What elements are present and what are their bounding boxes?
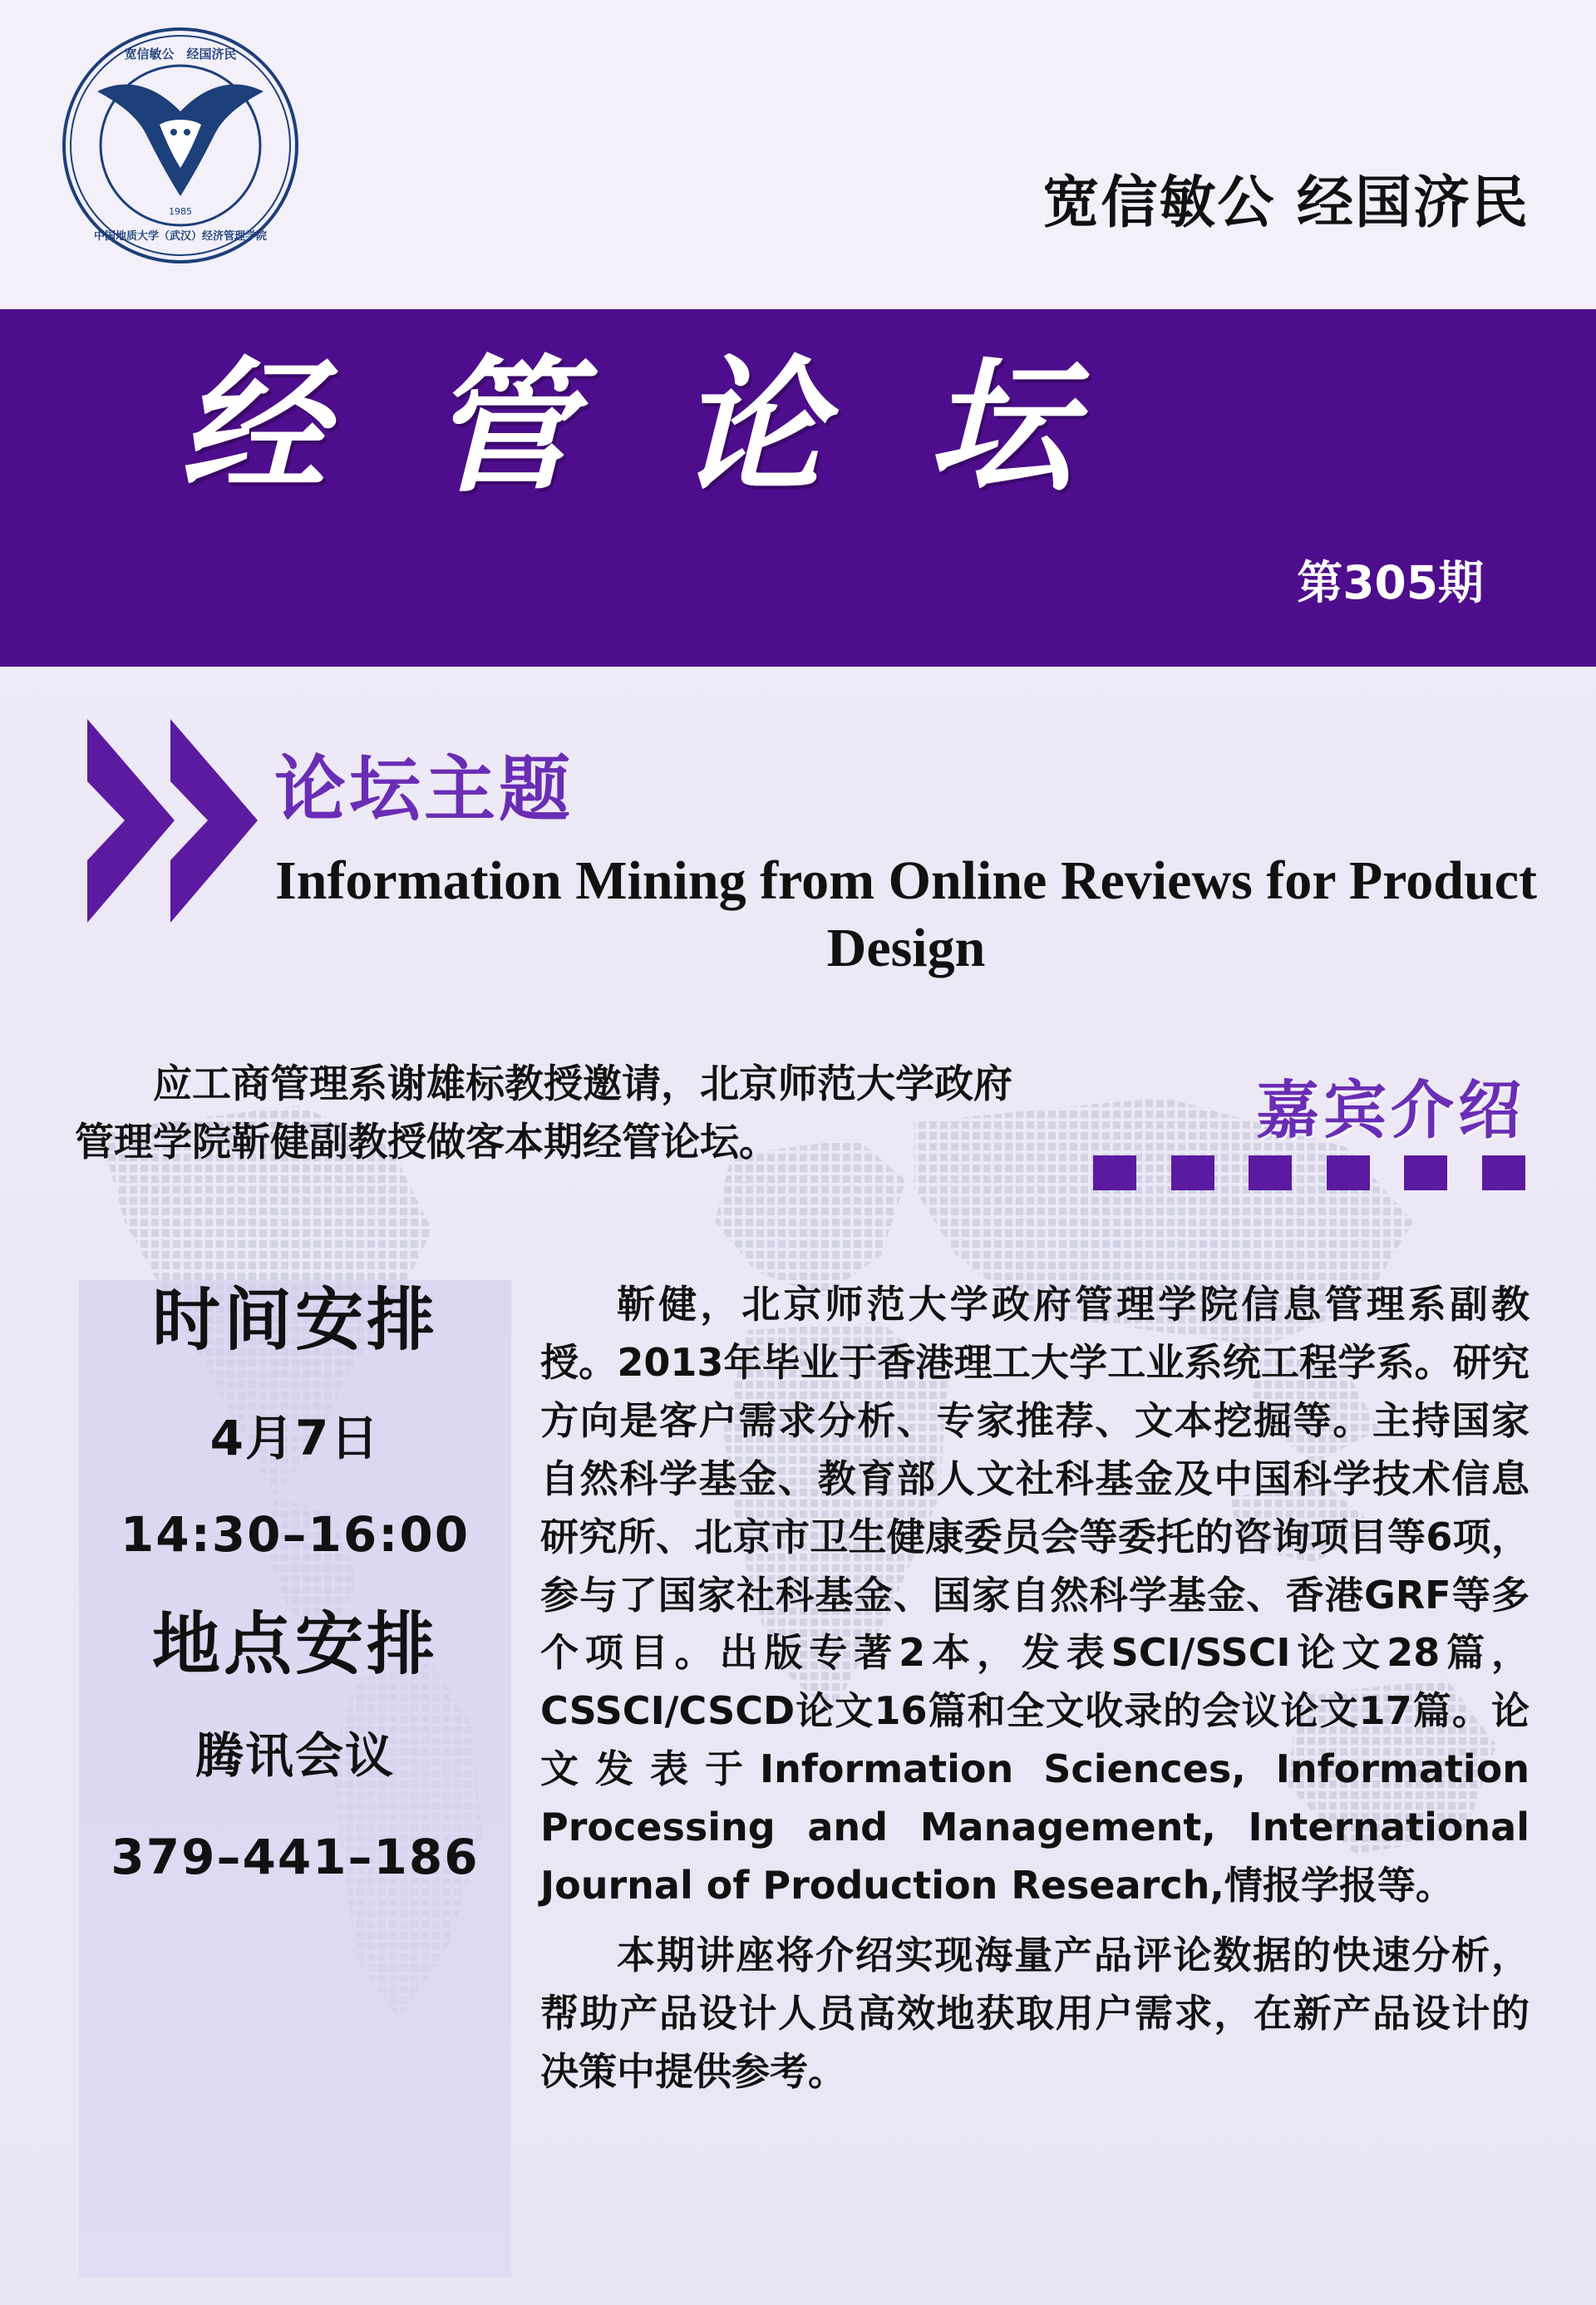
decor-square <box>1171 1155 1214 1190</box>
guest-bio-paragraph-1: 靳健，北京师范大学政府管理学院信息管理系副教授。2013年毕业于香港理工大学工业系统工程学系。研究方向是客户需求分析、专家推荐、文本挖掘等。主持国家自然科学基金、教育部人文社科基金及中国科学技术信息研究所、北京市卫生健康委员会等委托的咨询项目等6项，参与了国家社科基金、国家自然科学基金、香港GRF等多个项目。出版专著2本，发表SCI/SSCI论文28篇，CSSCI/CSCD论文16篇和全文收录的会议论文17篇。论文发表于Information Sciences, Information Processing and Management, International Journal of Production Research,情报学报等。 <box>540 1282 1530 1909</box>
banner-issue-number: 第305期 <box>1297 556 1484 609</box>
banner-title: 经 管 论 坛 <box>180 343 1101 512</box>
place-heading: 地点安排 <box>151 1604 438 1684</box>
svg-text:中国地质大学（武汉）经济管理学院: 中国地质大学（武汉）经济管理学院 <box>93 230 268 243</box>
schedule-panel <box>79 1280 511 1886</box>
svg-text:1985: 1985 <box>169 206 192 217</box>
decor-square <box>1327 1155 1370 1190</box>
guest-intro-heading: 嘉宾介绍 <box>1256 1073 1525 1147</box>
chevron-double-right-icon <box>79 715 262 927</box>
decor-square <box>1482 1155 1525 1190</box>
poster-header <box>0 0 1596 309</box>
event-date: 4月7日 <box>209 1410 381 1467</box>
guest-bio-paragraph-2: 本期讲座将介绍实现海量产品评论数据的快速分析，帮助产品设计人员高效地获取用户需求，在新产品设计的决策中提供参考。 <box>540 1932 1530 2094</box>
invitation-paragraph: 应工商管理系谢雄标教授邀请，北京师范大学政府管理学院靳健副教授做客本期经管论坛。 <box>75 1061 1012 1165</box>
svg-text:宽信敏公 经国济民: 宽信敏公 经国济民 <box>124 47 237 62</box>
school-emblem-logo <box>60 25 301 266</box>
decor-square <box>1249 1155 1292 1190</box>
event-time-range: 14:30–16:00 <box>120 1505 470 1563</box>
topic-title-english: Information Mining from Online Reviews for Product Design <box>275 850 1537 978</box>
time-heading: 时间安排 <box>151 1281 438 1360</box>
guest-bio <box>540 1276 1530 2101</box>
guest-intro-square-decoration <box>1093 1155 1525 1190</box>
topic-section-label: 论坛主题 <box>274 748 574 831</box>
header-motto: 宽信敏公 经国济民 <box>1042 170 1530 236</box>
meeting-id: 379–441–186 <box>111 1828 480 1885</box>
decor-square <box>1093 1155 1136 1190</box>
decor-square <box>1404 1155 1447 1190</box>
event-place: 腾讯会议 <box>195 1726 395 1784</box>
banner <box>0 309 1596 667</box>
